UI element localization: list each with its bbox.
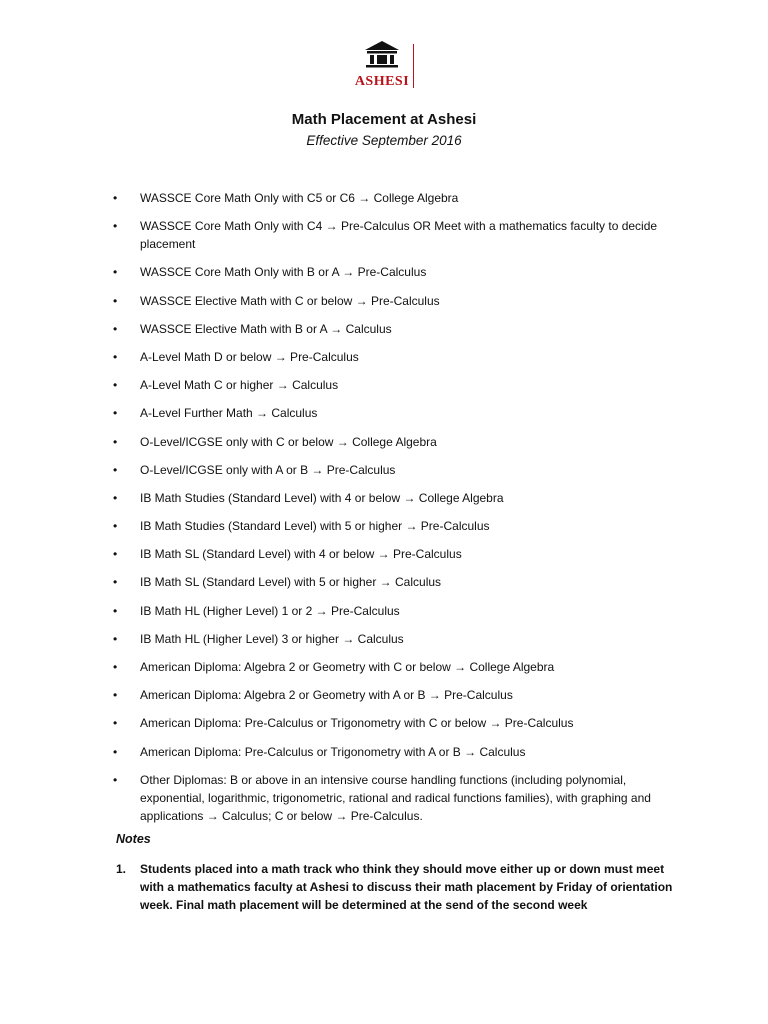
rule-text: American Diploma: Algebra 2 or Geometry with C or below → College Algebra: [140, 660, 555, 674]
note-text: Students placed into a math track who think they should move either up or down must meet with a mathematics faculty at Ashesi to discuss their math placement by Friday of orientation week. Final math placement will be determined at the send of the second week: [140, 862, 673, 912]
rule-text: IB Math SL (Standard Level) with 4 or below → Pre-Calculus: [140, 547, 462, 562]
note-number: 1.: [116, 862, 127, 876]
list-item: [113, 348, 673, 366]
bullet-icon: •: [113, 219, 118, 234]
bullet-icon: •: [113, 575, 118, 590]
list-item: [113, 714, 673, 732]
rule-text: WASSCE Core Math Only with C4 → Pre-Calculus OR Meet with a mathematics faculty to decide placement: [140, 219, 658, 252]
bullet-icon: •: [113, 462, 118, 477]
list-item: [113, 404, 673, 422]
note-item: [116, 860, 676, 914]
list-item: [113, 489, 673, 507]
rule-text: American Diploma: Pre-Calculus or Trigonometry with A or B → Calculus: [140, 744, 526, 759]
ashesi-logo: [0, 40, 768, 92]
rule-text: WASSCE Core Math Only with C5 or C6 → College Algebra: [140, 191, 459, 205]
bullet-icon: •: [113, 631, 118, 646]
list-item: [113, 517, 673, 535]
bullet-icon: •: [113, 349, 118, 364]
rule-text: A-Level Math C or higher → Calculus: [140, 378, 339, 393]
bullet-icon: •: [113, 660, 118, 674]
list-item: [113, 545, 673, 563]
rule-text: Other Diplomas: B or above in an intensive course handling functions (including polynomial, exponential, logarithmic, trigonometric, rational and radical functions families), with graphing and applications → Calculus; C or below → Pre-Calculus.: [140, 772, 651, 823]
logo-text: ASHESI: [354, 74, 410, 89]
list-item: [113, 743, 673, 761]
rule-text: IB Math HL (Higher Level) 3 or higher → Calculus: [140, 631, 404, 646]
rule-text: A-Level Math D or below → Pre-Calculus: [140, 349, 359, 364]
rule-text: IB Math Studies (Standard Level) with 5 or higher → Pre-Calculus: [140, 519, 490, 534]
rule-text: O-Level/ICGSE only with C or below → College Algebra: [140, 434, 437, 449]
building-icon: [362, 40, 402, 68]
rule-text: A-Level Further Math → Calculus: [140, 406, 318, 421]
bullet-icon: •: [113, 191, 118, 205]
rule-text: WASSCE Elective Math with B or A → Calculus: [140, 321, 392, 336]
page-subtitle: Effective September 2016: [306, 133, 462, 148]
placement-rules-list: [113, 189, 673, 835]
bullet-icon: •: [113, 265, 118, 280]
bullet-icon: •: [113, 519, 118, 534]
bullet-icon: •: [113, 378, 118, 393]
rule-text: O-Level/ICGSE only with A or B → Pre-Calculus: [140, 462, 396, 477]
list-item: [113, 433, 673, 451]
list-item: [113, 602, 673, 620]
list-item: [113, 461, 673, 479]
list-item: [113, 189, 673, 207]
bullet-icon: •: [113, 744, 118, 759]
rule-text: American Diploma: Algebra 2 or Geometry with A or B → Pre-Calculus: [140, 688, 513, 703]
list-item: [113, 630, 673, 648]
list-item: [113, 658, 673, 676]
bullet-icon: •: [113, 603, 118, 618]
bullet-icon: •: [113, 688, 118, 703]
list-item: [113, 686, 673, 704]
bullet-icon: •: [113, 547, 118, 562]
bullet-icon: •: [113, 434, 118, 449]
rule-text: IB Math Studies (Standard Level) with 4 or below → College Algebra: [140, 490, 504, 505]
bullet-icon: •: [113, 772, 118, 787]
page-title: Math Placement at Ashesi: [291, 111, 477, 128]
logo-divider: [413, 44, 414, 88]
bullet-icon: •: [113, 293, 118, 308]
list-item: [113, 217, 673, 253]
bullet-icon: •: [113, 716, 118, 731]
bullet-icon: •: [113, 406, 118, 421]
list-item: [113, 292, 673, 310]
notes-heading: Notes: [116, 832, 151, 846]
bullet-icon: •: [113, 321, 118, 336]
list-item: [113, 263, 673, 281]
rule-text: WASSCE Core Math Only with B or A → Pre-Calculus: [140, 265, 427, 280]
list-item: [113, 376, 673, 394]
list-item: [113, 573, 673, 591]
rule-text: IB Math HL (Higher Level) 1 or 2 → Pre-Calculus: [140, 603, 400, 618]
rule-text: WASSCE Elective Math with C or below → Pre-Calculus: [140, 293, 440, 308]
list-item: [113, 771, 673, 825]
rule-text: American Diploma: Pre-Calculus or Trigonometry with C or below → Pre-Calculus: [140, 716, 574, 731]
rule-text: IB Math SL (Standard Level) with 5 or higher → Calculus: [140, 575, 442, 590]
bullet-icon: •: [113, 490, 118, 505]
list-item: [113, 320, 673, 338]
